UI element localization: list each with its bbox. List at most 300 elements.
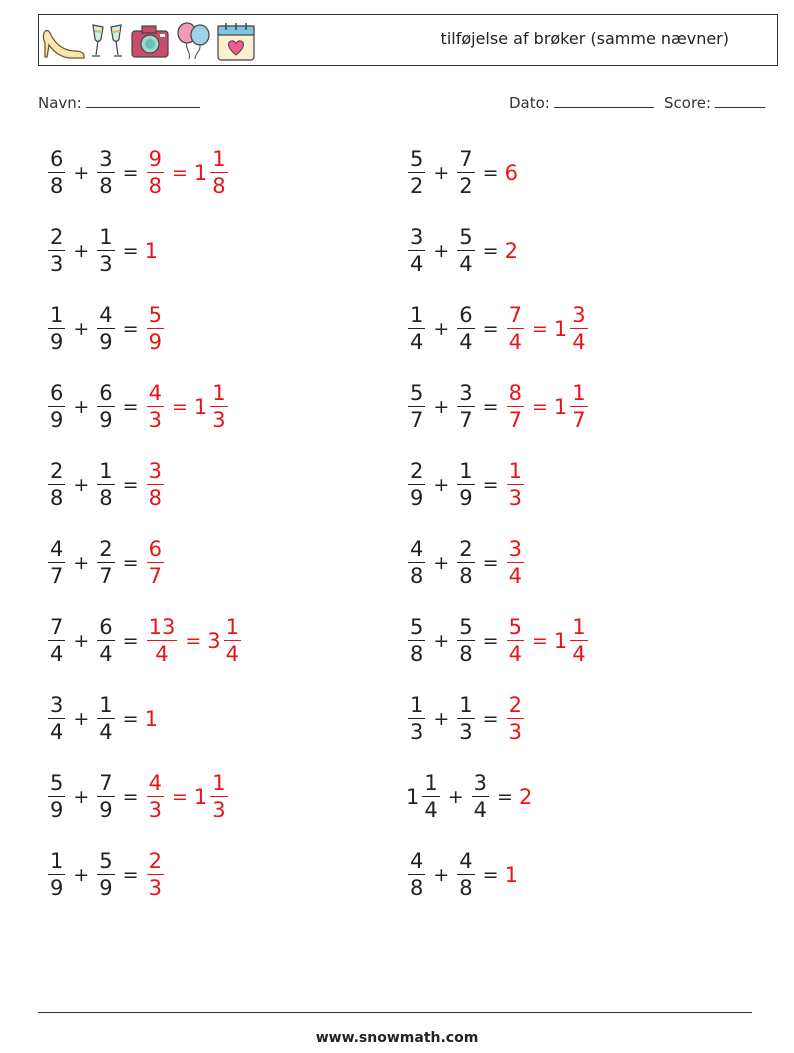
numerator: 6 <box>148 536 162 561</box>
denominator: 9 <box>410 486 424 511</box>
numerator: 5 <box>148 302 162 327</box>
numerator: 6 <box>50 380 64 405</box>
problem <box>46 298 166 360</box>
numerator: 4 <box>410 536 424 561</box>
plus-sign: + <box>433 474 450 496</box>
answer-fraction <box>224 614 241 667</box>
equals-sign: = <box>122 318 139 340</box>
denominator: 8 <box>459 642 473 667</box>
denominator: 7 <box>410 408 424 433</box>
addend-b <box>457 692 474 745</box>
plus-sign: + <box>73 240 90 262</box>
answer-fraction <box>147 302 164 355</box>
denominator: 3 <box>148 798 162 823</box>
numerator: 1 <box>410 692 424 717</box>
equals-sign: = <box>482 864 499 886</box>
addend-b <box>457 146 474 199</box>
addend-a <box>408 848 425 901</box>
plus-sign: + <box>73 708 90 730</box>
addend-b <box>457 848 474 901</box>
numerator: 6 <box>99 380 113 405</box>
date-label: Dato: <box>509 94 550 112</box>
denominator: 9 <box>50 408 64 433</box>
addend-b <box>457 302 474 355</box>
problem <box>406 766 533 828</box>
equals-sign: = <box>497 786 513 808</box>
equals-sign: = <box>122 474 139 496</box>
denominator: 4 <box>572 330 586 355</box>
equals-sign: = <box>482 552 499 574</box>
addend-b <box>97 146 114 199</box>
equals-sign: = <box>482 396 499 418</box>
numerator: 4 <box>148 380 162 405</box>
answer <box>145 302 166 355</box>
high-heel-shoe-icon <box>41 21 85 61</box>
numerator: 3 <box>572 302 586 327</box>
denominator: 3 <box>212 798 226 823</box>
denominator: 7 <box>50 564 64 589</box>
addend-b <box>97 224 114 277</box>
answer-whole: 1 <box>553 629 568 653</box>
equals-sign: = <box>482 162 499 184</box>
answer <box>145 707 159 731</box>
numerator: 5 <box>410 146 424 171</box>
numerator: 2 <box>508 692 522 717</box>
denominator: 4 <box>508 330 522 355</box>
answer-whole: 1 <box>144 239 158 263</box>
answer-fraction <box>147 458 164 511</box>
equals-sign: = <box>482 474 499 496</box>
denominator: 9 <box>50 876 64 901</box>
answer <box>505 161 519 185</box>
answer <box>145 380 230 433</box>
answer-whole: 1 <box>193 785 208 809</box>
equals-sign: = <box>482 630 499 652</box>
name-field <box>38 93 200 112</box>
numerator: 1 <box>410 302 424 327</box>
plus-sign: + <box>433 552 450 574</box>
numerator: 8 <box>508 380 522 405</box>
answer-whole: 1 <box>193 161 208 185</box>
plus-sign: + <box>73 630 90 652</box>
header-icons <box>41 19 257 63</box>
addend-a <box>48 614 65 667</box>
addend-b <box>457 224 474 277</box>
equals-sign: = <box>171 162 188 184</box>
answer <box>519 785 533 809</box>
answer <box>145 458 166 511</box>
numerator: 3 <box>410 224 424 249</box>
denominator: 9 <box>99 330 113 355</box>
problem <box>46 220 159 282</box>
addend-a <box>48 848 65 901</box>
problem <box>46 766 230 828</box>
problem <box>46 844 166 906</box>
name-line[interactable] <box>86 93 200 108</box>
worksheet-title: tilføjelse af brøker (samme nævner) <box>440 29 729 48</box>
problem <box>406 454 526 516</box>
numerator: 2 <box>50 224 64 249</box>
denominator: 9 <box>50 330 64 355</box>
answer <box>145 536 166 589</box>
problem <box>46 532 166 594</box>
answer-fraction <box>570 380 587 433</box>
denominator: 3 <box>148 876 162 901</box>
answer-fraction <box>147 770 164 823</box>
numerator: 5 <box>508 614 522 639</box>
answer <box>145 239 159 263</box>
addend-b <box>97 536 114 589</box>
plus-sign: + <box>433 162 450 184</box>
problem <box>406 376 590 438</box>
addend-a <box>408 146 425 199</box>
answer-fraction <box>507 692 524 745</box>
answer <box>145 848 166 901</box>
numerator: 2 <box>459 536 473 561</box>
numerator: 3 <box>50 692 64 717</box>
numerator: 4 <box>459 848 473 873</box>
denominator: 7 <box>572 408 586 433</box>
numerator: 7 <box>50 614 64 639</box>
numerator: 1 <box>212 770 226 795</box>
numerator: 5 <box>459 224 473 249</box>
addend-b <box>457 536 474 589</box>
answer <box>505 239 519 263</box>
denominator: 9 <box>50 798 64 823</box>
answer-fraction <box>210 380 227 433</box>
addend-b <box>97 614 114 667</box>
answer-fraction <box>507 302 524 355</box>
answer <box>505 458 526 511</box>
equals-sign: = <box>482 708 499 730</box>
answer-whole: 2 <box>518 785 533 809</box>
addend-a <box>408 380 425 433</box>
numerator: 1 <box>50 848 64 873</box>
addend-b <box>472 770 489 823</box>
denominator: 9 <box>99 876 113 901</box>
footer-url: www.snowmath.com <box>315 1030 479 1046</box>
denominator: 3 <box>99 252 113 277</box>
answer-whole: 1 <box>553 395 568 419</box>
calendar-heart-icon <box>215 20 257 62</box>
numerator: 1 <box>459 692 473 717</box>
addend-a <box>48 380 65 433</box>
numerator: 1 <box>508 458 522 483</box>
addend-a <box>408 614 425 667</box>
worksheet-header <box>38 14 778 66</box>
denominator: 4 <box>508 564 522 589</box>
problem <box>406 220 519 282</box>
numerator: 1 <box>572 614 586 639</box>
addend-b <box>97 770 114 823</box>
numerator: 5 <box>50 770 64 795</box>
addend-a <box>408 302 425 355</box>
plus-sign: + <box>73 864 90 886</box>
numerator: 7 <box>99 770 113 795</box>
denominator: 8 <box>410 564 424 589</box>
problem <box>406 610 590 672</box>
denominator: 7 <box>459 408 473 433</box>
plus-sign: + <box>433 396 450 418</box>
denominator: 8 <box>148 486 162 511</box>
equals-sign: = <box>122 552 139 574</box>
numerator: 1 <box>424 770 438 795</box>
denominator: 4 <box>572 642 586 667</box>
equals-sign: = <box>122 162 139 184</box>
name-label: Navn: <box>38 94 82 112</box>
addend-b <box>97 302 114 355</box>
denominator: 9 <box>459 486 473 511</box>
numerator: 4 <box>99 302 113 327</box>
denominator: 3 <box>410 720 424 745</box>
camera-icon <box>129 21 171 61</box>
date-field <box>509 93 654 112</box>
problem <box>46 376 230 438</box>
plus-sign: + <box>433 864 450 886</box>
answer-whole: 2 <box>504 239 518 263</box>
numerator: 7 <box>508 302 522 327</box>
plus-sign: + <box>73 474 90 496</box>
equals-sign: = <box>122 240 139 262</box>
problem <box>406 142 519 204</box>
denominator: 7 <box>508 408 522 433</box>
equals-sign: = <box>122 786 139 808</box>
denominator: 4 <box>424 798 438 823</box>
numerator: 3 <box>473 770 488 795</box>
problem <box>406 688 526 750</box>
answer-fraction <box>570 614 587 667</box>
addend-a <box>408 224 425 277</box>
numerator: 6 <box>50 146 64 171</box>
equals-sign: = <box>531 630 548 652</box>
addend-b <box>97 848 114 901</box>
answer-whole: 3 <box>207 629 221 653</box>
answer <box>505 380 590 433</box>
problem <box>406 844 519 906</box>
numerator: 4 <box>50 536 64 561</box>
denominator: 8 <box>50 174 64 199</box>
equals-sign: = <box>122 864 139 886</box>
balloons-icon <box>173 21 213 61</box>
answer-whole: 1 <box>553 317 568 341</box>
numerator: 1 <box>99 692 113 717</box>
addend-a <box>408 536 425 589</box>
addend-b <box>97 380 114 433</box>
denominator: 8 <box>99 174 113 199</box>
denominator: 4 <box>225 642 239 667</box>
denominator: 8 <box>148 174 162 199</box>
answer-fraction <box>507 380 524 433</box>
numerator: 2 <box>99 536 113 561</box>
numerator: 3 <box>148 458 162 483</box>
addend-a <box>48 692 65 745</box>
numerator: 1 <box>212 146 226 171</box>
addend-b <box>457 614 474 667</box>
denominator: 3 <box>459 720 473 745</box>
denominator: 3 <box>508 720 522 745</box>
answer-fraction <box>507 614 524 667</box>
denominator: 3 <box>50 252 64 277</box>
addend-b <box>97 692 114 745</box>
answer <box>145 770 230 823</box>
addend-a <box>408 458 425 511</box>
denominator: 9 <box>148 330 162 355</box>
denominator: 7 <box>99 564 113 589</box>
addend-a <box>48 302 65 355</box>
answer-fraction <box>147 380 164 433</box>
answer <box>145 614 243 667</box>
denominator: 8 <box>50 486 64 511</box>
denominator: 8 <box>410 876 424 901</box>
numerator: 1 <box>572 380 586 405</box>
date-line[interactable] <box>554 93 654 108</box>
numerator: 2 <box>50 458 64 483</box>
denominator: 8 <box>459 876 473 901</box>
addend-b <box>97 458 114 511</box>
denominator: 2 <box>459 174 473 199</box>
addend-b <box>457 458 474 511</box>
numerator: 13 <box>148 614 176 639</box>
addend-a <box>48 536 65 589</box>
problem <box>46 142 230 204</box>
answer <box>505 536 526 589</box>
numerator: 5 <box>99 848 113 873</box>
answer-fraction <box>210 146 227 199</box>
addend-a <box>48 458 65 511</box>
score-label: Score: <box>664 94 712 112</box>
equals-sign: = <box>122 396 139 418</box>
denominator: 3 <box>148 408 162 433</box>
denominator: 8 <box>99 486 113 511</box>
numerator: 9 <box>148 146 162 171</box>
problem <box>46 454 166 516</box>
equals-sign: = <box>122 630 139 652</box>
numerator: 3 <box>99 146 113 171</box>
whole-number: 1 <box>406 785 420 809</box>
answer-fraction <box>147 848 164 901</box>
plus-sign: + <box>73 786 90 808</box>
plus-sign: + <box>433 630 450 652</box>
addend-a <box>48 224 65 277</box>
score-line[interactable] <box>715 93 765 108</box>
numerator: 2 <box>410 458 424 483</box>
equals-sign: = <box>185 630 202 652</box>
denominator: 4 <box>50 642 64 667</box>
numerator: 1 <box>50 302 64 327</box>
plus-sign: + <box>73 318 90 340</box>
addend-a <box>48 146 65 199</box>
answer-fraction <box>570 302 587 355</box>
plus-sign: + <box>73 396 90 418</box>
numerator: 2 <box>148 848 162 873</box>
addend-a <box>408 692 425 745</box>
denominator: 8 <box>459 564 473 589</box>
problem <box>46 688 159 750</box>
numerator: 3 <box>459 380 473 405</box>
numerator: 4 <box>148 770 162 795</box>
addend-a <box>422 770 439 823</box>
numerator: 1 <box>99 224 113 249</box>
denominator: 9 <box>99 798 113 823</box>
answer <box>145 146 230 199</box>
denominator: 3 <box>508 486 522 511</box>
denominator: 2 <box>410 174 424 199</box>
answer-fraction <box>147 536 164 589</box>
equals-sign: = <box>482 240 499 262</box>
answer-fraction <box>507 536 524 589</box>
equals-sign: = <box>482 318 499 340</box>
numerator: 5 <box>410 380 424 405</box>
answer-whole: 1 <box>144 707 158 731</box>
numerator: 1 <box>212 380 226 405</box>
equals-sign: = <box>171 786 188 808</box>
denominator: 3 <box>212 408 226 433</box>
numerator: 5 <box>410 614 424 639</box>
answer-whole: 6 <box>504 161 518 185</box>
numerator: 5 <box>459 614 473 639</box>
answer-whole: 1 <box>504 863 518 887</box>
answer <box>505 302 590 355</box>
addend-a <box>48 770 65 823</box>
denominator: 4 <box>410 252 424 277</box>
plus-sign: + <box>73 162 90 184</box>
numerator: 7 <box>459 146 473 171</box>
problem <box>46 610 243 672</box>
plus-sign: + <box>433 318 450 340</box>
answer-fraction <box>210 770 227 823</box>
equals-sign: = <box>531 396 548 418</box>
score-field <box>664 93 765 112</box>
equals-sign: = <box>171 396 188 418</box>
denominator: 4 <box>410 330 424 355</box>
denominator: 4 <box>155 642 169 667</box>
denominator: 8 <box>212 174 226 199</box>
plus-sign: + <box>73 552 90 574</box>
numerator: 1 <box>225 614 239 639</box>
plus-sign: + <box>433 708 450 730</box>
equals-sign: = <box>122 708 139 730</box>
equals-sign: = <box>531 318 548 340</box>
numerator: 3 <box>508 536 522 561</box>
denominator: 4 <box>99 720 113 745</box>
answer-fraction <box>147 614 178 667</box>
denominator: 4 <box>50 720 64 745</box>
addend-b <box>457 380 474 433</box>
answer-fraction <box>147 146 164 199</box>
denominator: 7 <box>148 564 162 589</box>
answer <box>505 614 590 667</box>
numerator: 1 <box>99 458 113 483</box>
plus-sign: + <box>447 786 464 808</box>
denominator: 4 <box>473 798 488 823</box>
champagne-glasses-icon <box>87 21 127 61</box>
numerator: 1 <box>459 458 473 483</box>
answer <box>505 692 526 745</box>
denominator: 4 <box>508 642 522 667</box>
problem <box>406 532 526 594</box>
plus-sign: + <box>433 240 450 262</box>
denominator: 4 <box>459 252 473 277</box>
numerator: 6 <box>459 302 473 327</box>
denominator: 9 <box>99 408 113 433</box>
numerator: 6 <box>99 614 113 639</box>
denominator: 4 <box>99 642 113 667</box>
numerator: 4 <box>410 848 424 873</box>
answer-whole: 1 <box>193 395 208 419</box>
answer <box>505 863 519 887</box>
denominator: 8 <box>410 642 424 667</box>
answer-fraction <box>507 458 524 511</box>
